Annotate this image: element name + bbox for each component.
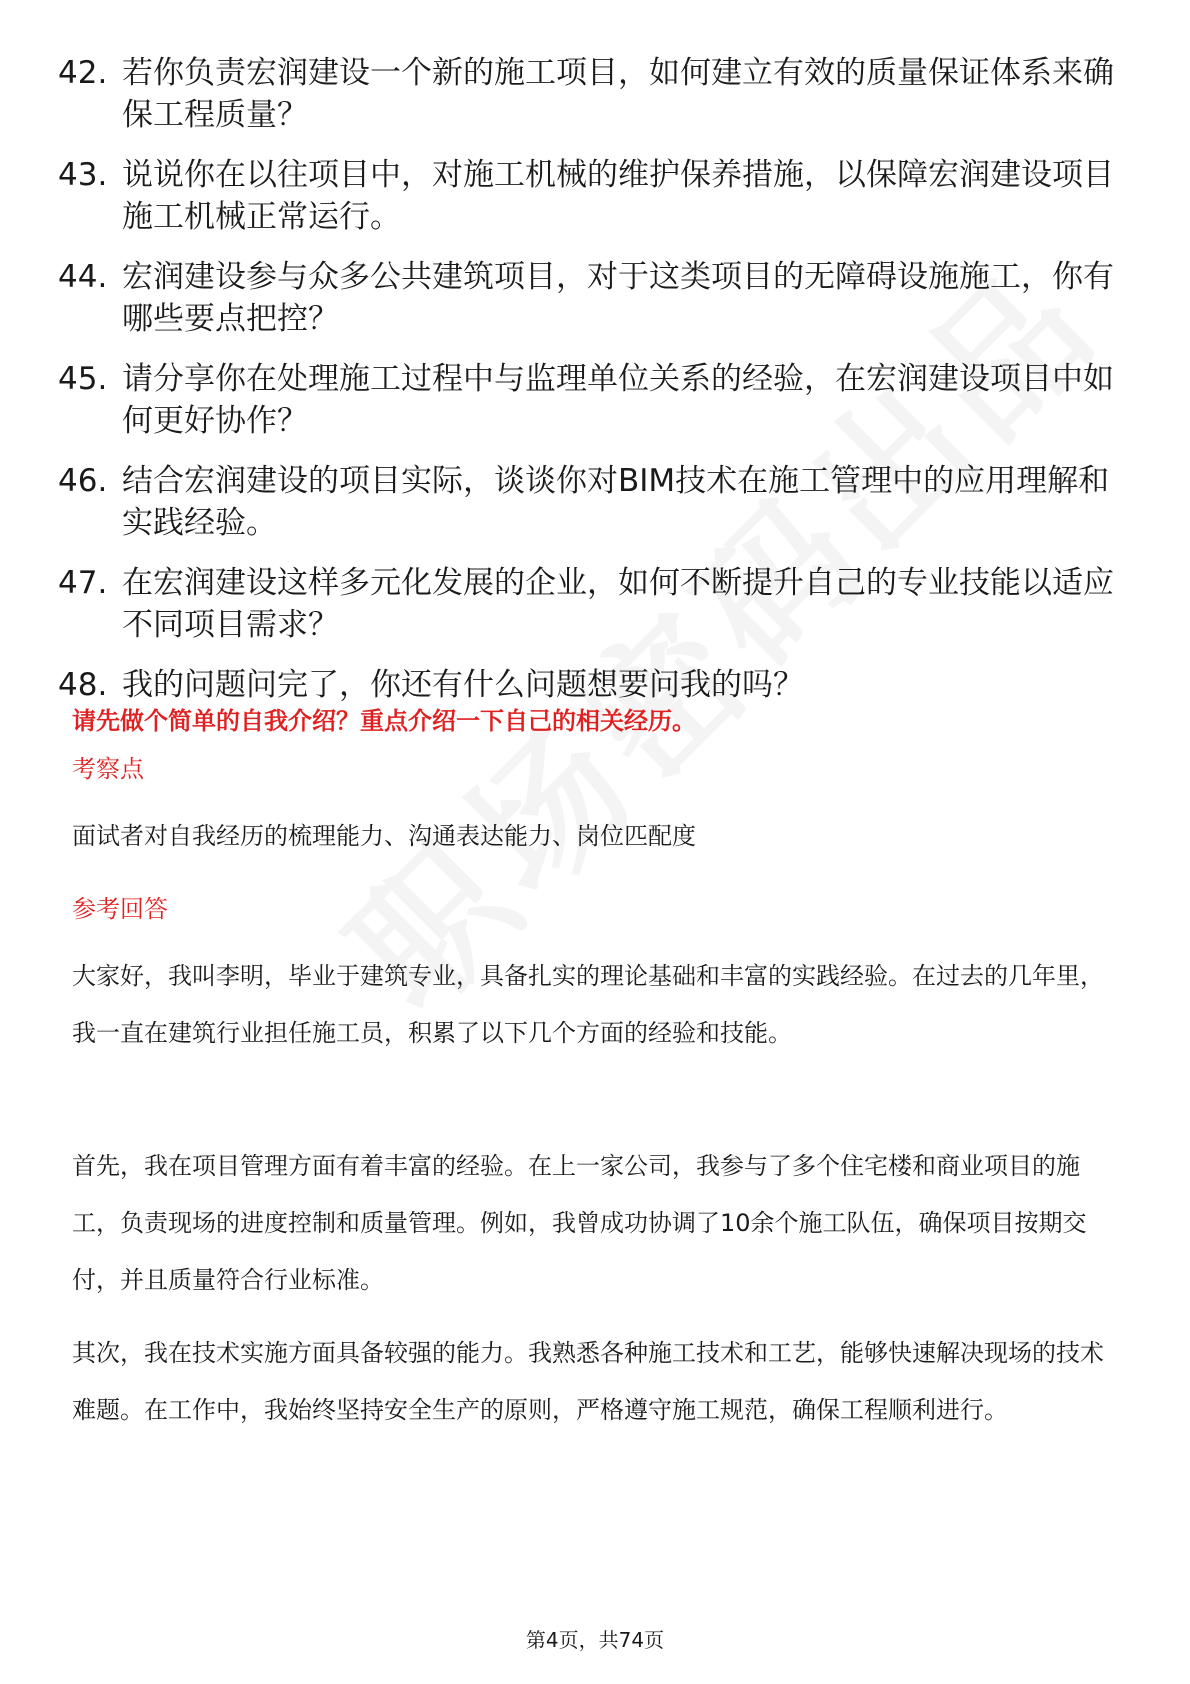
intro-question-heading: 请先做个简单的自我介绍？重点介绍一下自己的相关经历。	[72, 707, 696, 735]
list-item	[58, 562, 1118, 646]
question-number: 42.	[58, 55, 108, 91]
focus-label: 考察点	[72, 755, 144, 783]
list-item	[58, 256, 1118, 340]
question-number: 47.	[58, 565, 108, 601]
question-text: 宏润建设参与众多公共建筑项目，对于这类项目的无障碍设施施工，你有哪些要点把控？	[122, 259, 1114, 337]
list-item	[58, 52, 1118, 136]
list-item	[58, 460, 1118, 544]
list-item	[58, 358, 1118, 442]
question-text: 我的问题问完了，你还有什么问题想要问我的吗？	[122, 667, 804, 703]
question-number: 43.	[58, 157, 108, 193]
page-footer: 第4页，共74页	[525, 1628, 665, 1652]
answer-label: 参考回答	[72, 895, 168, 923]
question-number: 46.	[58, 463, 108, 499]
focus-text: 面试者对自我经历的梳理能力、沟通表达能力、岗位匹配度	[72, 822, 696, 850]
question-text: 结合宏润建设的项目实际，谈谈你对BIM技术在施工管理中的应用理解和实践经验。	[122, 463, 1110, 541]
list-item	[58, 154, 1118, 238]
question-number: 44.	[58, 259, 108, 295]
answer-paragraph-2: 首先，我在项目管理方面有着丰富的经验。在上一家公司，我参与了多个住宅楼和商业项目的施工，负责现场的进度控制和质量管理。例如，我曾成功协调了10余个施工队伍，确保项目按期交付，并且质量符合行业标准。	[72, 1152, 1087, 1294]
question-text: 请分享你在处理施工过程中与监理单位关系的经验，在宏润建设项目中如何更好协作？	[122, 361, 1114, 439]
question-text: 说说你在以往项目中，对施工机械的维护保养措施，以保障宏润建设项目施工机械正常运行。	[122, 157, 1114, 235]
answer-paragraph-3: 其次，我在技术实施方面具备较强的能力。我熟悉各种施工技术和工艺，能够快速解决现场的技术难题。在工作中，我始终坚持安全生产的原则，严格遵守施工规范，确保工程顺利进行。	[72, 1339, 1104, 1424]
question-number: 45.	[58, 361, 108, 397]
question-text: 在宏润建设这样多元化发展的企业，如何不断提升自己的专业技能以适应不同项目需求？	[122, 565, 1114, 643]
list-item	[58, 664, 1118, 706]
question-text: 若你负责宏润建设一个新的施工项目，如何建立有效的质量保证体系来确保工程质量？	[122, 55, 1114, 133]
question-list	[58, 52, 1118, 724]
question-number: 48.	[58, 667, 108, 703]
answer-paragraph-1: 大家好，我叫李明，毕业于建筑专业，具备扎实的理论基础和丰富的实践经验。在过去的几年里，我一直在建筑行业担任施工员，积累了以下几个方面的经验和技能。	[72, 962, 1104, 1047]
